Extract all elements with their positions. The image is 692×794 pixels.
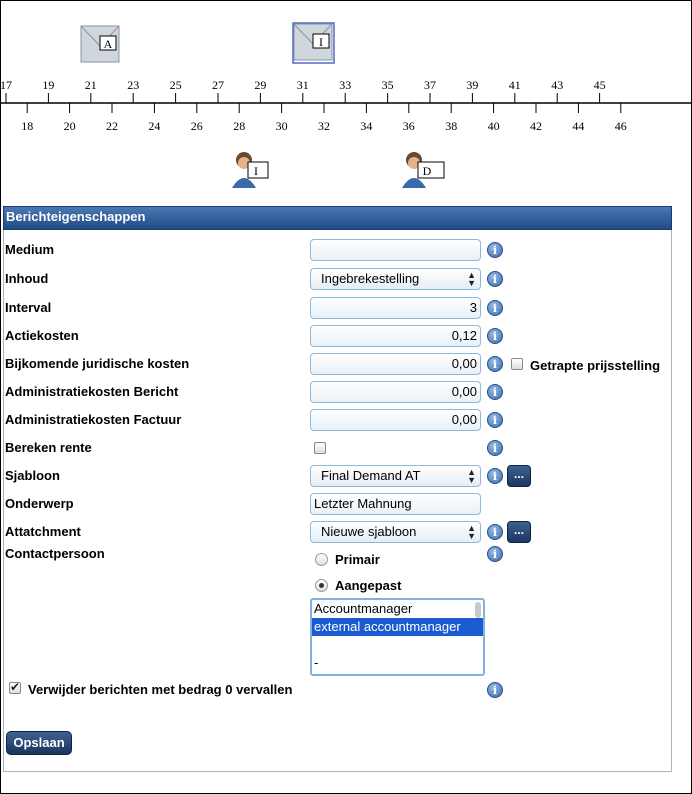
tick-label: 42 — [530, 119, 542, 133]
tick-label: 40 — [487, 119, 500, 133]
info-icon[interactable]: i — [487, 524, 503, 540]
tick-label: 32 — [318, 119, 330, 133]
getrapte-checkbox[interactable] — [511, 358, 523, 370]
admin-factuur-label: Administratiekosten Factuur — [5, 412, 182, 427]
admin-bericht-field[interactable]: 0,00 — [310, 381, 481, 403]
info-icon[interactable]: i — [487, 440, 503, 456]
tick-label: 24 — [148, 119, 161, 133]
getrapte-label: Getrapte prijsstelling — [530, 358, 661, 373]
aangepast-radio[interactable] — [315, 579, 328, 592]
primair-label: Primair — [335, 552, 380, 567]
tick-label: 21 — [84, 78, 97, 92]
person-icon[interactable] — [232, 152, 268, 188]
listbox-scrollbar[interactable] — [475, 602, 481, 618]
tick-label: 29 — [254, 78, 267, 92]
timeline — [0, 0, 692, 200]
inhoud-label: Inhoud — [5, 271, 49, 286]
tick-label: 17 — [0, 78, 12, 92]
tick-label: 27 — [212, 78, 224, 92]
sjabloon-value: Final Demand AT — [321, 468, 421, 483]
attatchment-select[interactable] — [310, 521, 481, 543]
select-arrows-icon: ▲ ▼ — [467, 523, 476, 541]
tick-label: 34 — [360, 119, 373, 133]
rente-checkbox[interactable] — [314, 442, 326, 454]
panel-title: Berichteigenschappen — [3, 206, 672, 230]
primair-radio[interactable] — [315, 553, 328, 566]
tick-label: 26 — [190, 119, 203, 133]
tick-label: 31 — [296, 78, 309, 92]
tick-label: 18 — [21, 119, 34, 133]
tick-label: 28 — [233, 119, 246, 133]
sjabloon-select[interactable] — [310, 465, 481, 487]
bijkomende-field[interactable]: 0,00 — [310, 353, 481, 375]
onderwerp-label: Onderwerp — [5, 496, 74, 511]
info-icon[interactable]: i — [487, 242, 503, 258]
admin-factuur-field[interactable]: 0,00 — [310, 409, 481, 431]
select-arrows-icon: ▲ ▼ — [467, 467, 476, 485]
select-arrows-icon: ▲ ▼ — [467, 270, 476, 288]
tick-label: 35 — [381, 78, 394, 92]
tick-label: 45 — [593, 78, 606, 92]
onderwerp-field[interactable]: Letzter Mahnung — [310, 493, 481, 515]
person-icon[interactable] — [402, 152, 444, 188]
info-icon[interactable]: i — [487, 271, 503, 287]
admin-bericht-label: Administratiekosten Bericht — [5, 384, 179, 399]
actiekosten-label: Actiekosten — [5, 328, 79, 343]
tick-label: 33 — [339, 78, 352, 92]
tick-label: 38 — [445, 119, 458, 133]
tick-label: 36 — [402, 119, 415, 133]
info-icon[interactable]: i — [487, 468, 503, 484]
tick-label: 46 — [614, 119, 627, 133]
sjabloon-browse-button[interactable]: ... — [507, 465, 531, 487]
contact-listbox[interactable] — [310, 598, 485, 676]
info-icon[interactable]: i — [487, 682, 503, 698]
info-icon[interactable]: i — [487, 546, 503, 562]
save-button[interactable]: Opslaan — [6, 731, 72, 755]
list-item-selected[interactable]: external accountmanager — [312, 618, 483, 636]
info-icon[interactable]: i — [487, 412, 503, 428]
bijkomende-label: Bijkomende juridische kosten — [5, 356, 190, 371]
tick-label: 20 — [63, 119, 76, 133]
attatchment-label: Attatchment — [5, 524, 81, 539]
sjabloon-label: Sjabloon — [5, 468, 60, 483]
info-icon[interactable]: i — [487, 328, 503, 344]
list-item[interactable] — [312, 636, 483, 654]
medium-label: Medium — [5, 242, 55, 257]
tick-label: 37 — [424, 78, 436, 92]
attatchment-browse-button[interactable]: ... — [507, 521, 531, 543]
info-icon[interactable]: i — [487, 384, 503, 400]
tick-label: 22 — [106, 119, 118, 133]
tick-label: 43 — [551, 78, 564, 92]
interval-field[interactable]: 3 — [310, 297, 481, 319]
person-letter: I — [254, 164, 258, 178]
tick-label: 39 — [466, 78, 479, 92]
tick-label: 44 — [572, 119, 585, 133]
verwijder-checkbox[interactable] — [9, 682, 21, 694]
tick-label: 30 — [275, 119, 288, 133]
inhoud-select[interactable] — [310, 268, 481, 290]
actiekosten-field[interactable]: 0,12 — [310, 325, 481, 347]
person-letter: D — [422, 164, 432, 178]
envelope-letter: I — [319, 35, 323, 49]
interval-label: Interval — [5, 300, 52, 315]
list-item[interactable]: - — [314, 655, 319, 670]
envelope-icon-selected[interactable] — [293, 23, 334, 63]
attatchment-value: Nieuwe sjabloon — [321, 524, 417, 539]
medium-field[interactable] — [310, 239, 481, 261]
envelope-letter: A — [103, 37, 113, 51]
contact-label: Contactpersoon — [5, 546, 105, 561]
rente-label: Bereken rente — [5, 440, 92, 455]
aangepast-label: Aangepast — [335, 578, 402, 593]
tick-label: 19 — [42, 78, 55, 92]
tick-label: 23 — [127, 78, 140, 92]
verwijder-label: Verwijder berichten met bedrag 0 vervallen — [28, 682, 293, 697]
envelope-icon[interactable] — [81, 26, 119, 62]
info-icon[interactable]: i — [487, 356, 503, 372]
tick-label: 25 — [169, 78, 182, 92]
info-icon[interactable]: i — [487, 300, 503, 316]
inhoud-value: Ingebrekestelling — [321, 271, 420, 286]
tick-label: 41 — [508, 78, 521, 92]
list-item[interactable]: Accountmanager — [314, 601, 413, 616]
